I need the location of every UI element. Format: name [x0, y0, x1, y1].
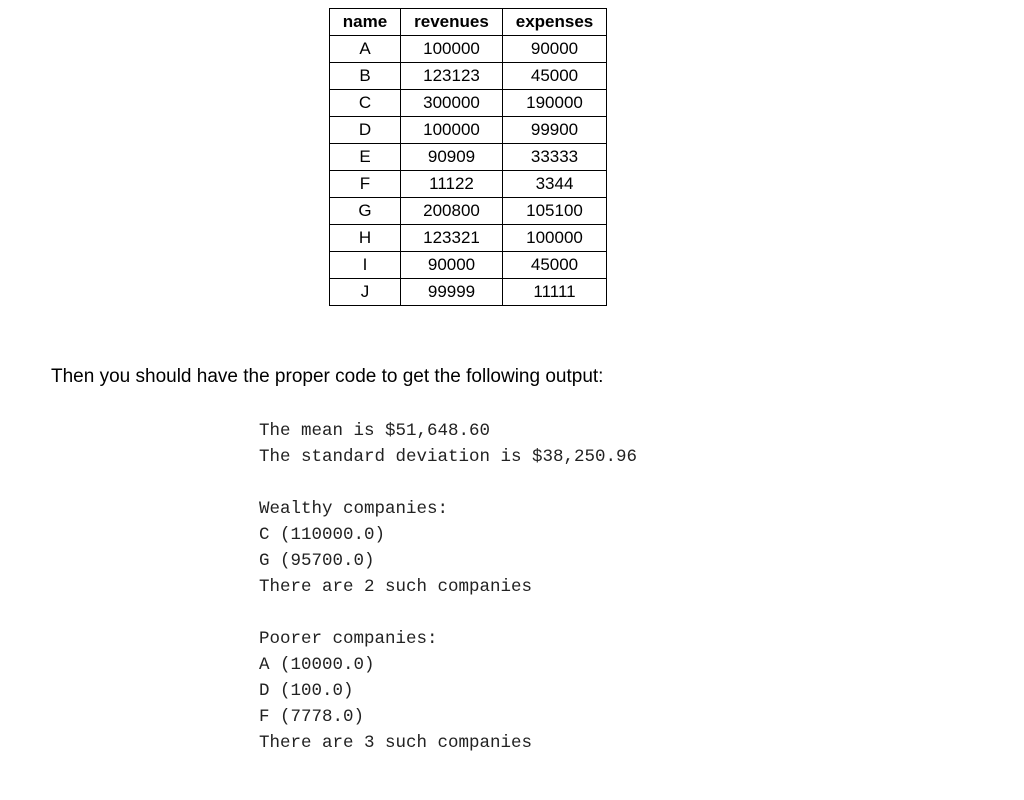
blank-line: [259, 600, 637, 626]
table-header-row: [330, 9, 607, 36]
table-row: [330, 252, 607, 279]
header-name: name: [330, 9, 401, 36]
cell-expenses: 33333: [503, 144, 607, 171]
header-revenues: revenues: [401, 9, 503, 36]
cell-expenses: 105100: [503, 198, 607, 225]
cell-revenues: 100000: [401, 36, 503, 63]
table-row: [330, 198, 607, 225]
poorer-summary: There are 3 such companies: [259, 733, 533, 753]
poorer-item: F (7778.0): [259, 707, 365, 727]
cell-name: D: [330, 117, 401, 144]
cell-name: E: [330, 144, 401, 171]
cell-name: F: [330, 171, 401, 198]
cell-name: C: [330, 90, 401, 117]
table-row: [330, 171, 607, 198]
cell-name: A: [330, 36, 401, 63]
cell-expenses: 99900: [503, 117, 607, 144]
poorer-heading: Poorer companies:: [259, 629, 438, 649]
cell-expenses: 190000: [503, 90, 607, 117]
wealthy-heading: Wealthy companies:: [259, 499, 449, 519]
poorer-item: D (100.0): [259, 681, 354, 701]
cell-revenues: 99999: [401, 279, 503, 306]
cell-expenses: 45000: [503, 63, 607, 90]
table-row: [330, 117, 607, 144]
table-row: [330, 144, 607, 171]
cell-name: J: [330, 279, 401, 306]
cell-name: I: [330, 252, 401, 279]
cell-revenues: 300000: [401, 90, 503, 117]
cell-revenues: 90000: [401, 252, 503, 279]
cell-revenues: 90909: [401, 144, 503, 171]
mean-line: The mean is $51,648.60: [259, 421, 491, 441]
cell-revenues: 123123: [401, 63, 503, 90]
intro-paragraph: Then you should have the proper code to get the following output:: [51, 366, 604, 387]
cell-name: G: [330, 198, 401, 225]
blank-line: [259, 470, 637, 496]
cell-expenses: 3344: [503, 171, 607, 198]
cell-expenses: 100000: [503, 225, 607, 252]
wealthy-summary: There are 2 such companies: [259, 577, 533, 597]
cell-revenues: 123321: [401, 225, 503, 252]
table-row: [330, 36, 607, 63]
cell-expenses: 45000: [503, 252, 607, 279]
wealthy-item: G (95700.0): [259, 551, 375, 571]
std-line: The standard deviation is $38,250.96: [259, 447, 638, 467]
table-row: [330, 63, 607, 90]
table-row: [330, 90, 607, 117]
cell-expenses: 90000: [503, 36, 607, 63]
cell-revenues: 11122: [401, 171, 503, 198]
cell-expenses: 11111: [503, 279, 607, 306]
wealthy-item: C (110000.0): [259, 525, 386, 545]
cell-revenues: 200800: [401, 198, 503, 225]
cell-revenues: 100000: [401, 117, 503, 144]
table-row: [330, 225, 607, 252]
cell-name: H: [330, 225, 401, 252]
companies-table: [329, 8, 607, 306]
program-output: [259, 418, 637, 756]
cell-name: B: [330, 63, 401, 90]
poorer-item: A (10000.0): [259, 655, 375, 675]
table-row: [330, 279, 607, 306]
header-expenses: expenses: [503, 9, 607, 36]
